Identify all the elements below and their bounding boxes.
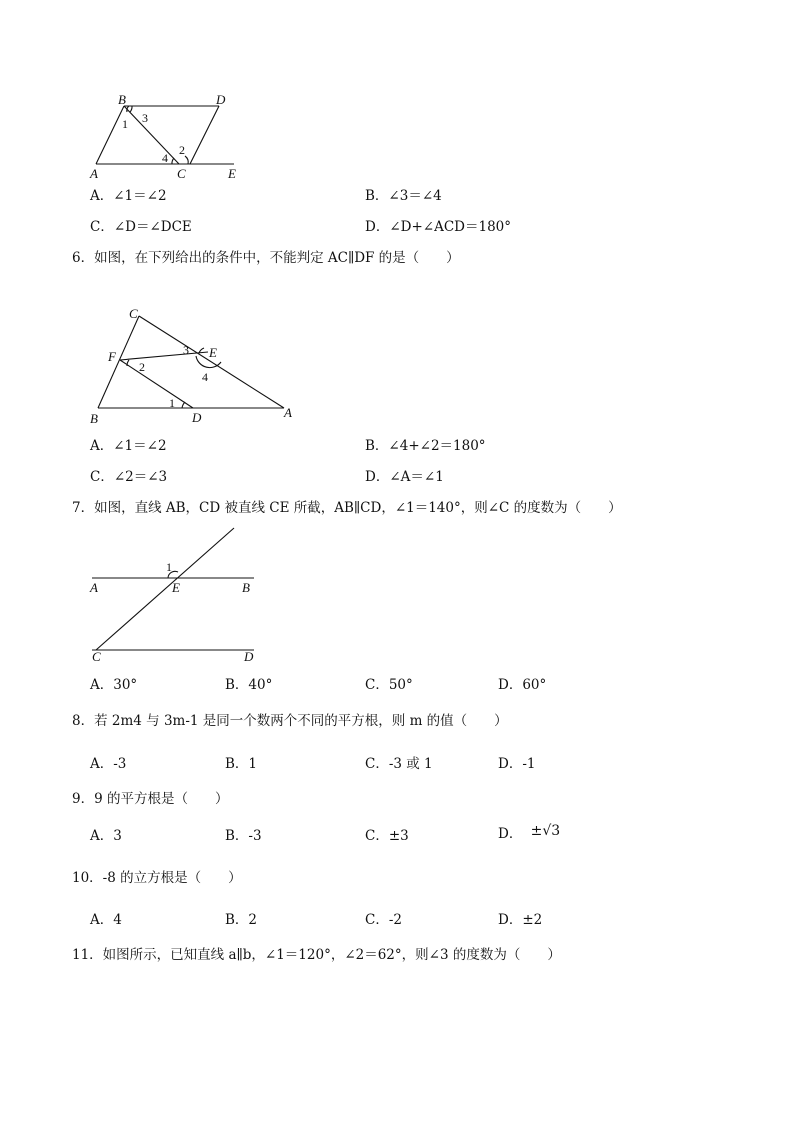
q5-label-D: D: [216, 92, 226, 107]
q5-option-b[interactable]: B．∠3＝∠4: [365, 188, 442, 204]
q10-option-a[interactable]: A．4: [90, 912, 122, 928]
q6-label-F: F: [108, 349, 116, 364]
q6-figure: [84, 304, 304, 426]
q10-option-b[interactable]: B．2: [225, 912, 258, 928]
q6-angle-3: 3: [183, 343, 189, 357]
q7-option-b[interactable]: B．40°: [225, 677, 273, 693]
q9-option-a[interactable]: A．3: [90, 828, 122, 844]
q6-stem: 6．如图，在下列给出的条件中，不能判定 AC∥DF 的是（ ）: [72, 250, 460, 266]
q7-label-C: C: [92, 649, 101, 664]
q5-angle-3: 3: [142, 111, 148, 125]
q9-option-b[interactable]: B．-3: [225, 828, 262, 844]
q6-angle-1: 1: [169, 396, 175, 410]
q11-stem: 11．如图所示，已知直线 a∥b，∠1＝120°，∠2＝62°，则∠3 的度数为（ ）: [72, 947, 561, 963]
q8-option-d[interactable]: D．-1: [498, 756, 536, 772]
q9-option-c[interactable]: C．±3: [365, 828, 409, 844]
q6-label-A: A: [284, 405, 292, 420]
q10-option-d[interactable]: D．±2: [498, 912, 543, 928]
q5-angle-4: 4: [162, 151, 168, 165]
q7-label-E: E: [172, 580, 180, 595]
q8-option-c[interactable]: C．-3 或 1: [365, 756, 433, 772]
q6-angle-4: 4: [202, 370, 208, 384]
q5-option-c[interactable]: C．∠D＝∠DCE: [90, 219, 192, 235]
q6-option-c[interactable]: C．∠2＝∠3: [90, 469, 168, 485]
q6-label-D: D: [192, 410, 202, 425]
q5-option-d[interactable]: D．∠D+∠ACD＝180°: [365, 219, 512, 235]
q6-option-d[interactable]: D．∠A＝∠1: [365, 469, 444, 485]
q6-label-E: E: [209, 345, 217, 360]
q8-option-b[interactable]: B．1: [225, 756, 258, 772]
q7-figure: [86, 526, 266, 666]
q5-label-C: C: [177, 166, 186, 181]
q7-stem: 7．如图，直线 AB，CD 被直线 CE 所截，AB∥CD，∠1＝140°，则∠C 的度数为（ ）: [72, 500, 622, 516]
q5-label-E: E: [228, 166, 236, 181]
q5-angle-1: 1: [122, 117, 128, 131]
q5-option-a[interactable]: A．∠1＝∠2: [90, 188, 167, 204]
q6-angle-2: 2: [139, 360, 145, 374]
q8-option-a[interactable]: A．-3: [90, 756, 127, 772]
q6-label-C: C: [129, 306, 138, 321]
q7-angle-1: 1: [166, 560, 172, 574]
q9-option-d-label: D．: [498, 826, 523, 842]
q7-label-D: D: [244, 649, 254, 664]
q6-label-B: B: [90, 411, 98, 426]
q5-label-A: A: [90, 166, 98, 181]
q9-option-d[interactable]: [498, 823, 561, 842]
q10-stem: 10．-8 的立方根是（ ）: [72, 870, 242, 886]
q9-stem: 9．9 的平方根是（ ）: [72, 791, 229, 807]
q8-stem: 8．若 2m4 与 3m-1 是同一个数两个不同的平方根，则 m 的值（ ）: [72, 713, 508, 729]
q7-option-a[interactable]: A．30°: [90, 677, 138, 693]
q7-option-d[interactable]: D．60°: [498, 677, 547, 693]
q7-option-c[interactable]: C．50°: [365, 677, 413, 693]
q5-angle-2: 2: [179, 143, 185, 157]
q9-option-d-value: ±√3: [530, 823, 561, 839]
q10-option-c[interactable]: C．-2: [365, 912, 402, 928]
q6-option-a[interactable]: A．∠1＝∠2: [90, 438, 167, 454]
q5-label-B: B: [118, 92, 126, 107]
q7-label-B: B: [242, 580, 250, 595]
q6-option-b[interactable]: B．∠4+∠2＝180°: [365, 438, 486, 454]
q5-figure: [86, 92, 246, 184]
q7-label-A: A: [90, 580, 98, 595]
